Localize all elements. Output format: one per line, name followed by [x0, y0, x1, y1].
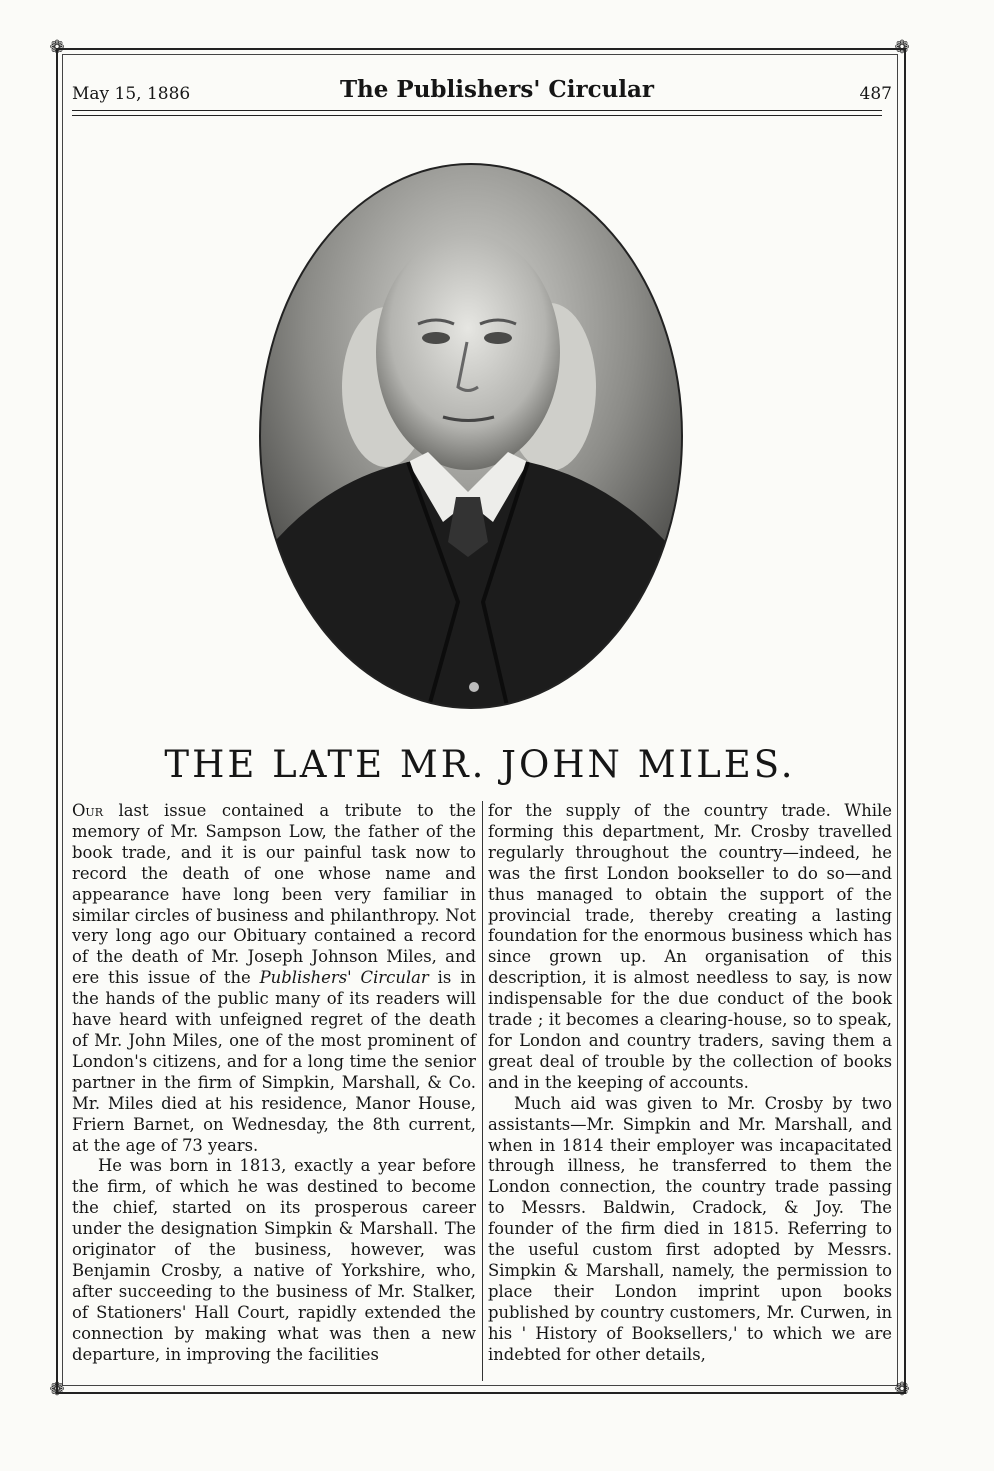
article-column-right [488, 801, 892, 1365]
corner-ornament-icon: ❁ [49, 1379, 65, 1400]
issue-date: May 15, 1886 [72, 84, 191, 104]
lead-word: Our [72, 801, 103, 820]
paragraph: Much aid was given to Mr. Crosby by two assistants—Mr. Simpkin and Mr. Marshall, and when in 1814 their employer was incapacitated through illness, he transferred to them the London connection, the country trade passing to Messrs. Baldwin, Cradock, & Joy. The founder of the firm died in 1815. Referring to the useful custom first adopted by Messrs. Simpkin & Marshall, namely, the permission to place their London imprint upon books published by country customers, Mr. Curwen, in his ' History of Booksellers,' to which we are indebted for other details, [488, 1093, 892, 1364]
portrait-image [258, 162, 684, 710]
paragraph: He was born in 1813, exactly a year before the firm, of which he was destined to become the chief, started on its prosperous career under the designation Simpkin & Marshall. The originator of the business, however, was Benjamin Crosby, a native of Yorkshire, who, after succeeding to the business of Mr. Stalker, of Stationers' Hall Court, rapidly extended the connection by making what was then a new departure, in improving the facilities [72, 1156, 476, 1364]
publication-title: The Publishers' Circular [339, 76, 655, 103]
article-column-left [72, 801, 476, 1365]
corner-ornament-icon: ❁ [894, 1379, 910, 1400]
article-headline: THE LATE MR. JOHN MILES. [164, 743, 796, 786]
header-rule [72, 115, 882, 116]
header-rule [72, 110, 882, 111]
page-number: 487 [859, 84, 892, 104]
paragraph: Our last issue contained a tribute to the memory of Mr. Sampson Low, the father of the book trade, and it is our painful task now to record the death of one whose name and appearance have long been very familiar in similar circles of business and philanthropy. Not very long ago our Obituary contained a record of the death of Mr. Joseph Johnson Miles, and ere this issue of the Publishers' Circular is in the hands of the public many of its readers will have heard with unfeigned regret of the death of Mr. John Miles, one of the most prominent of London's citizens, and for a long time the senior partner in the firm of Simpkin, Marshall, & Co. Mr. Miles died at his residence, Manor House, Friern Barnet, on Wednesday, the 8th current, at the age of 73 years. [72, 801, 476, 1155]
corner-ornament-icon: ❁ [49, 37, 65, 58]
paragraph: for the supply of the country trade. While forming this department, Mr. Crosby travelled regularly throughout the country—indeed, he was the first London bookseller to do so—and thus managed to obtain the support of the provincial trade, thereby creating a lasting foundation for the enormous business which has since grown up. An organisation of this description, it is almost needless to say, is now indispensable for the due conduct of the book trade ; it becomes a clearing-house, so to speak, for London and country traders, saving them a great deal of trouble by the collection of books and in the keeping of accounts. [488, 801, 892, 1092]
column-divider [482, 801, 483, 1381]
corner-ornament-icon: ❁ [894, 37, 910, 58]
